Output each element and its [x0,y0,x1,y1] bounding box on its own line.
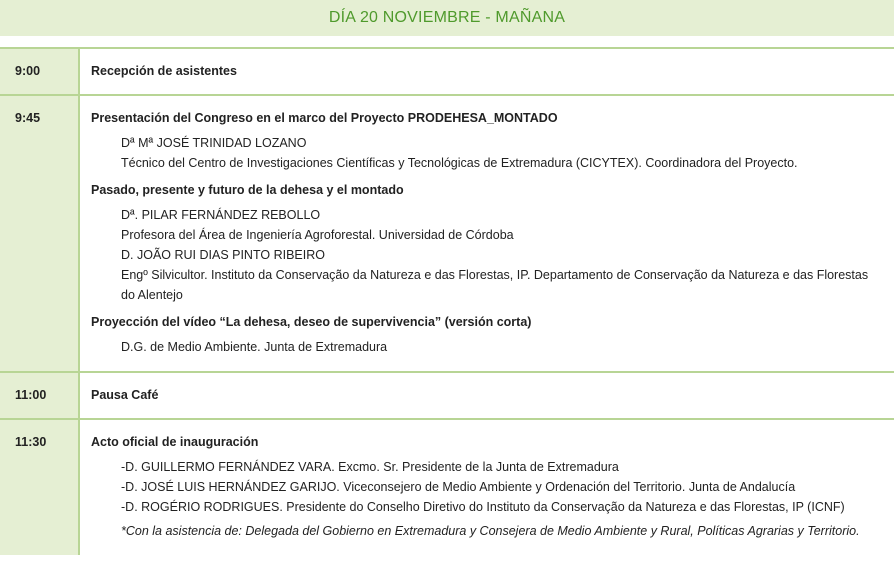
session-cell [80,49,894,94]
speaker-item: -D. JOSÉ LUIS HERNÁNDEZ GARIJO. Viceconsejero de Medio Ambiente y Ordenación del Territorio. Junta de Andalucía [121,480,796,494]
time-cell: 11:00 [0,373,80,418]
session-cell [80,420,894,555]
schedule-day-title: DÍA 20 NOVIEMBRE - MAÑANA [328,9,566,26]
speaker-affiliation: Técnico del Centro de Investigaciones Científicas y Tecnológicas de Extremadura (CICYTEX). Coordinadora del Proyecto. [121,156,798,170]
speaker-item: -D. ROGÉRIO RODRIGUES. Presidente do Conselho Diretivo do Instituto da Conservação da Natureza e das Florestas, IP (ICNF) [121,500,845,514]
attendance-note: *Con la asistencia de: Delegada del Gobierno en Extremadura y Consejera de Medio Ambiente y Rural, Políticas Agrarias y Territorio. [121,524,860,538]
speaker-name: D. JOÃO RUI DIAS PINTO RIBEIRO [121,248,325,262]
schedule-row-9-00 [0,47,894,94]
session-block [91,313,884,357]
schedule-table [0,47,894,555]
session-title: Acto oficial de inauguración [91,435,259,449]
time-cell: 11:30 [0,420,80,555]
schedule-day-header [0,0,894,36]
session-block [91,181,884,305]
speaker-affiliation: Engº Silvicultor. Instituto da Conservação da Natureza e das Florestas, IP. Departamento de Conservação da Natureza e das Florestas do Alentejo [121,268,869,302]
speaker-name: Dª Mª JOSÉ TRINIDAD LOZANO [121,136,307,150]
time-cell: 9:45 [0,96,80,371]
session-cell [80,96,894,371]
session-title: Pasado, presente y futuro de la dehesa y el montado [91,183,404,197]
speaker-affiliation: Profesora del Área de Ingeniería Agroforestal. Universidad de Córdoba [121,228,514,242]
schedule-row-11-00 [0,371,894,418]
session-title: Pausa Café [91,388,159,402]
session-block [91,109,884,173]
schedule-row-11-30 [0,418,894,555]
speaker-affiliation: D.G. de Medio Ambiente. Junta de Extremadura [121,340,388,354]
speaker-name: Dª. PILAR FERNÁNDEZ REBOLLO [121,208,321,222]
session-title: Proyección del vídeo “La dehesa, deseo de supervivencia” (versión corta) [91,315,532,329]
schedule-row-9-45 [0,94,894,371]
session-cell [80,373,894,418]
speaker-item: -D. GUILLERMO FERNÁNDEZ VARA. Excmo. Sr. Presidente de la Junta de Extremadura [121,460,619,474]
session-title: Recepción de asistentes [91,64,237,78]
session-title: Presentación del Congreso en el marco del Proyecto PRODEHESA_MONTADO [91,111,558,125]
time-cell: 9:00 [0,49,80,94]
